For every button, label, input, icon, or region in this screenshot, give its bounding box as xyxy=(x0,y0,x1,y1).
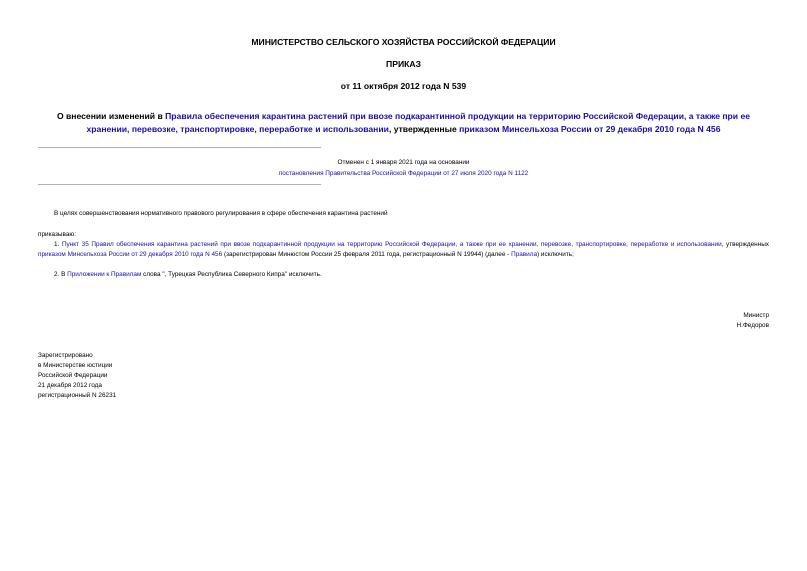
divider-top xyxy=(38,147,321,148)
cancellation-note: Отменен с 1 января 2021 года на основании xyxy=(337,159,470,166)
item1-text3: ) исключить; xyxy=(537,250,574,258)
preamble-text: В целях совершенствования нормативного правового регулирования в сфере обеспечения карантина растений xyxy=(54,210,388,217)
document-title xyxy=(40,110,767,136)
item2-text1: слова ", Турецкая Республика Северного Кипра" исключить. xyxy=(141,271,322,278)
item2-prefix: 2. В xyxy=(54,271,68,278)
order-item-2 xyxy=(38,270,769,280)
item2-link-appendix[interactable]: Приложении к Правилам xyxy=(67,271,142,278)
registration-line-2: в Министерстве юстиции xyxy=(38,362,113,369)
ministry-name: МИНИСТЕРСТВО СЕЛЬСКОГО ХОЗЯЙСТВА РОССИЙСКОЙ ФЕДЕРАЦИИ xyxy=(251,37,556,47)
title-link-order[interactable]: приказом Минсельхоза России от 29 декабря 2010 года N 456 xyxy=(459,124,721,134)
signatory-title: Министр xyxy=(743,312,769,319)
title-prefix: О внесении изменений в xyxy=(56,111,166,121)
registration-line-1: Зарегистрировано xyxy=(38,352,93,359)
item1-link-rules[interactable]: Правила xyxy=(511,250,538,258)
document-date: от 11 октября 2012 года N 539 xyxy=(340,81,467,91)
order-verb: приказываю: xyxy=(38,231,76,238)
signatory-name: Н.Федоров xyxy=(736,322,769,329)
registration-line-4: 21 декабря 2012 года xyxy=(38,382,102,389)
cancellation-link-line xyxy=(0,170,807,177)
order-item-1 xyxy=(38,240,769,259)
divider-bottom xyxy=(38,184,321,185)
registration-block xyxy=(38,351,116,401)
item1-text1: , утвержденных xyxy=(721,241,769,248)
registration-line-3: Российской Федерации xyxy=(38,372,108,379)
item1-text2: (зарегистрирован Минюстом России 25 февраля 2011 года, регистрационный N 19944) (далее - xyxy=(222,250,512,258)
item1-link-point35[interactable]: Пункт 35 Правил обеспечения карантина растений при ввозе подкарантинной продукции на территорию Российской Федерации, а также при ее хранении, перевозке, транспортировке, переработке и использовании xyxy=(61,241,722,248)
item1-link-order[interactable]: приказом Минсельхоза России от 29 декабря 2010 года N 456 xyxy=(38,250,223,258)
title-middle: , утвержденные xyxy=(388,124,460,134)
cancellation-link[interactable]: постановления Правительства Российской Федерации от 27 июля 2020 года N 1122 xyxy=(278,170,529,177)
title-link-rules[interactable]: Правила обеспечения карантина растений при ввозе подкарантинной продукции на территорию Российской Федерации, а также при ее хранении, перевозке, транспортировке, переработке и использовании xyxy=(86,111,751,134)
registration-line-5: регистрационный N 26231 xyxy=(38,392,117,399)
document-type: ПРИКАЗ xyxy=(386,59,421,69)
item1-prefix: 1. xyxy=(54,241,62,248)
